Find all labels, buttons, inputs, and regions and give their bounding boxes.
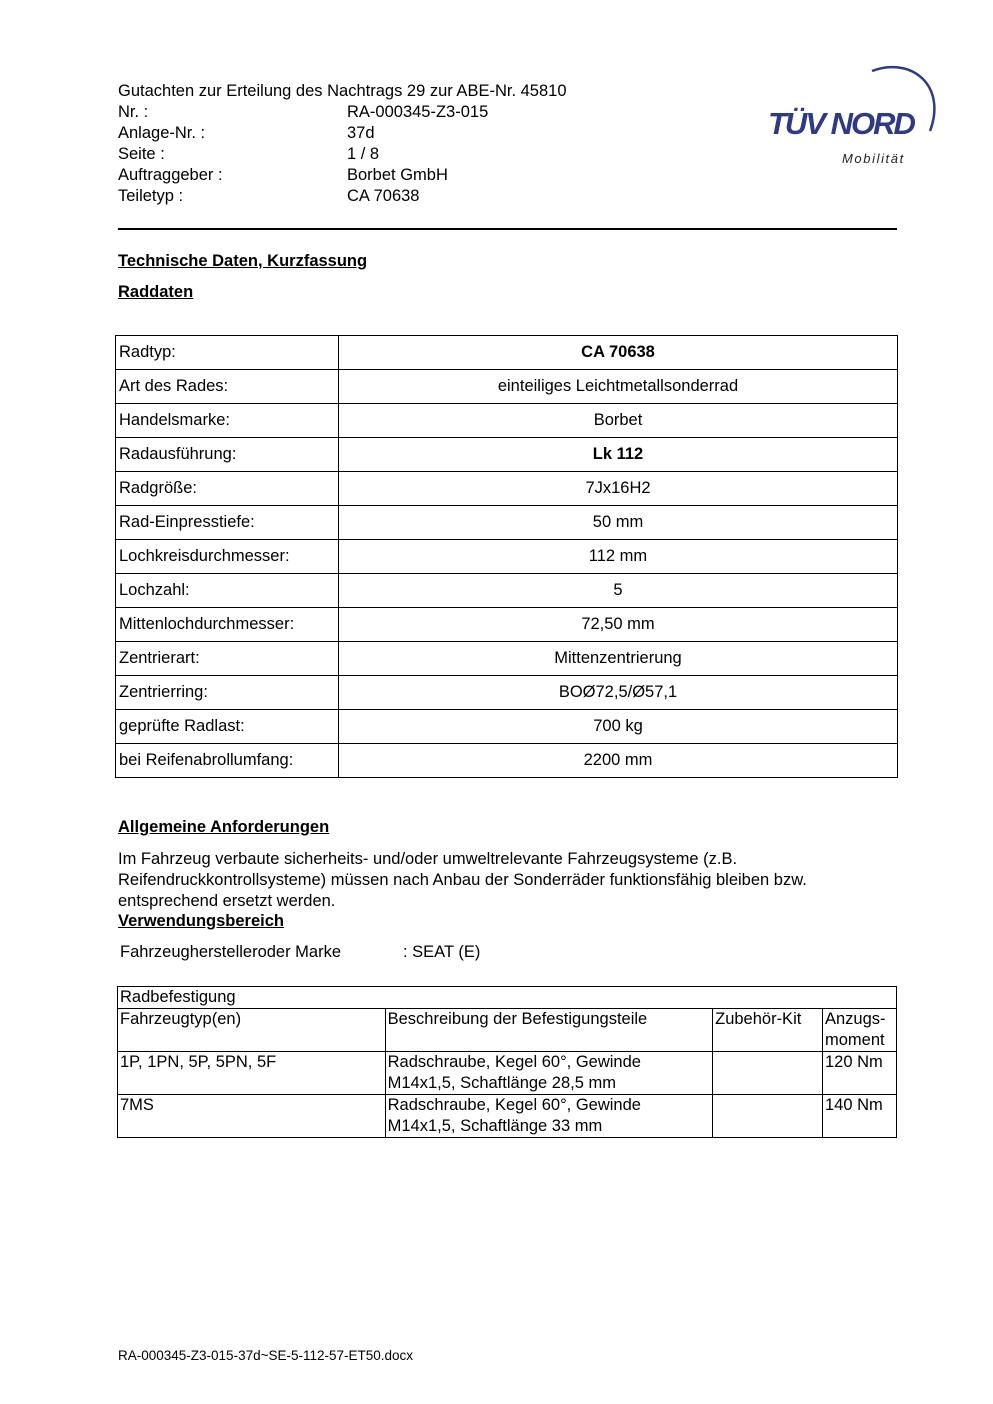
wheel-value: CA 70638: [339, 336, 898, 370]
header-value: 1 / 8: [347, 145, 380, 163]
wheel-key: geprüfte Radlast:: [116, 710, 339, 744]
mount-header-row: [118, 1009, 897, 1052]
wheel-value: 5: [339, 574, 898, 608]
document-title: Gutachten zur Erteilung des Nachtrags 29 zur ABE-Nr. 45810: [118, 82, 567, 100]
wheel-row: [116, 404, 898, 438]
wheel-row: [116, 744, 898, 778]
wheel-row: [116, 608, 898, 642]
mount-row: [118, 1052, 897, 1095]
mount-header-cell: Fahrzeugtyp(en): [118, 1009, 386, 1052]
mount-title: Radbefestigung: [118, 987, 897, 1009]
header-row-seite: [118, 144, 488, 165]
mount-cell: [713, 1052, 823, 1095]
wheel-key: Lochkreisdurchmesser:: [116, 540, 339, 574]
wheel-key: Radgröße:: [116, 472, 339, 506]
wheel-key: Zentrierart:: [116, 642, 339, 676]
mount-cell: 120 Nm: [823, 1052, 897, 1095]
requirements-text: Im Fahrzeug verbaute sicherheits- und/oder umweltrelevante Fahrzeugsysteme (z.B. Reifendruckkontrollsysteme) müssen nach Anbau der Sonderräder funktionsfähig bleiben bzw. entsprechend ersetzt werden.: [118, 850, 807, 910]
heading-verwendung: Verwendungsbereich: [118, 912, 284, 930]
heading-allgemein: Allgemeine Anforderungen: [118, 818, 330, 836]
wheel-row: [116, 472, 898, 506]
header-row-auftraggeber: [118, 165, 488, 186]
header-value: 37d: [347, 124, 375, 142]
wheel-value: Lk 112: [339, 438, 898, 472]
mount-header-cell: Anzugs-moment: [823, 1009, 897, 1052]
wheel-key: Art des Rades:: [116, 370, 339, 404]
usage-label: Fahrzeugherstelleroder Marke: [120, 943, 342, 961]
header-label: Seite :: [118, 145, 165, 163]
wheel-key: Lochzahl:: [116, 574, 339, 608]
wheel-value: einteiliges Leichtmetallsonderrad: [339, 370, 898, 404]
header-row-anlage: [118, 123, 488, 144]
wheel-row: [116, 370, 898, 404]
wheel-row: [116, 438, 898, 472]
header-label: Nr. :: [118, 103, 149, 121]
wheel-value: Borbet: [339, 404, 898, 438]
mount-header-cell: Beschreibung der Befestigungsteile: [385, 1009, 712, 1052]
wheel-key: Radausführung:: [116, 438, 339, 472]
wheel-value: Mittenzentrierung: [339, 642, 898, 676]
heading-raddaten: Raddaten: [118, 283, 194, 301]
wheel-value: 72,50 mm: [339, 608, 898, 642]
wheel-key: bei Reifenabrollumfang:: [116, 744, 339, 778]
wheel-value: BOØ72,5/Ø57,1: [339, 676, 898, 710]
wheel-row: [116, 540, 898, 574]
heading-tech: Technische Daten, Kurzfassung: [118, 252, 368, 270]
header-row-nr: [118, 102, 488, 123]
wheel-value: 7Jx16H2: [339, 472, 898, 506]
mounting-table: [117, 986, 897, 1138]
mount-title-row: [118, 987, 897, 1009]
wheel-value: 112 mm: [339, 540, 898, 574]
wheel-key: Rad-Einpresstiefe:: [116, 506, 339, 540]
header-label: Anlage-Nr. :: [118, 124, 206, 142]
wheel-key: Radtyp:: [116, 336, 339, 370]
header-row-teiletyp: [118, 186, 488, 207]
wheel-row: [116, 506, 898, 540]
wheel-data-table: [115, 335, 898, 778]
logo-wordmark: TÜV NORD: [768, 106, 914, 141]
wheel-key: Zentrierring:: [116, 676, 339, 710]
wheel-row: [116, 676, 898, 710]
header-label: Teiletyp :: [118, 187, 184, 205]
wheel-row: [116, 710, 898, 744]
mount-cell: 7MS: [118, 1095, 386, 1138]
header-value: Borbet GmbH: [347, 166, 448, 184]
mount-cell: Radschraube, Kegel 60°, Gewinde M14x1,5, Schaftlänge 33 mm: [385, 1095, 712, 1138]
wheel-key: Mittenlochdurchmesser:: [116, 608, 339, 642]
wheel-row: [116, 336, 898, 370]
footer-filename: RA-000345-Z3-015-37d~SE-5-112-57-ET50.docx: [118, 1348, 414, 1363]
header-label: Auftraggeber :: [118, 166, 223, 184]
wheel-value: 50 mm: [339, 506, 898, 540]
usage-value: : SEAT (E): [403, 943, 481, 961]
mount-cell: 140 Nm: [823, 1095, 897, 1138]
logo-subtitle: Mobilität: [842, 151, 905, 166]
header-info: [118, 102, 488, 207]
wheel-row: [116, 642, 898, 676]
usage-line: [120, 943, 480, 962]
header-value: CA 70638: [347, 187, 420, 205]
wheel-key: Handelsmarke:: [116, 404, 339, 438]
header-divider: [118, 228, 897, 230]
wheel-value: 2200 mm: [339, 744, 898, 778]
mount-cell: [713, 1095, 823, 1138]
header-value: RA-000345-Z3-015: [347, 103, 489, 121]
mount-cell: 1P, 1PN, 5P, 5PN, 5F: [118, 1052, 386, 1095]
mount-row: [118, 1095, 897, 1138]
mount-header-cell: Zubehör-Kit: [713, 1009, 823, 1052]
mount-cell: Radschraube, Kegel 60°, Gewinde M14x1,5, Schaftlänge 28,5 mm: [385, 1052, 712, 1095]
wheel-value: 700 kg: [339, 710, 898, 744]
wheel-row: [116, 574, 898, 608]
